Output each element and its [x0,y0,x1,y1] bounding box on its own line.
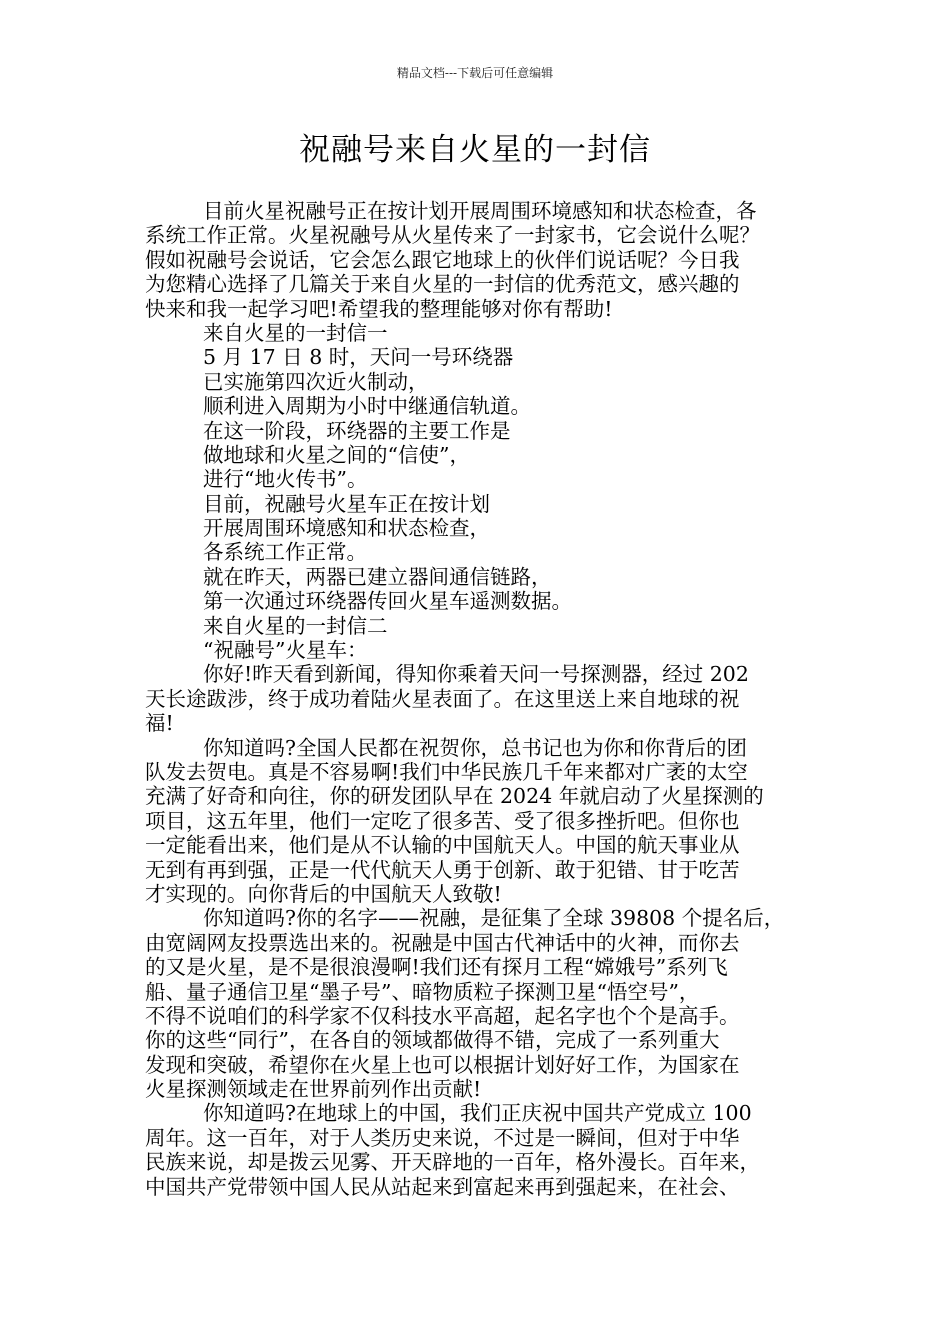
text-line: 周年。这一百年，对于人类历史来说，不过是一瞬间，但对于中华 [145,1125,740,1150]
text-line: 顺利进入周期为小时中继通信轨道。 [203,394,531,419]
text-line: 做地球和火星之间的“信使”， [203,442,470,467]
text-line: 来自火星的一封信一 [203,320,388,345]
text-line: 你的这些“同行”，在各自的领域都做得不错，完成了一系列重大 [145,1028,720,1053]
text-line: 由宽阔网友投票选出来的。祝融是中国古代神话中的火神，而你去 [145,930,740,955]
text-line: 你知道吗?全国人民都在祝贺你，总书记也为你和你背后的团 [203,735,747,760]
text-line: 就在昨天，两器已建立器间通信链路， [203,564,552,589]
text-line: 已实施第四次近火制动， [203,369,429,394]
text-line: 你知道吗?在地球上的中国，我们正庆祝中国共产党成立 100 [203,1101,752,1126]
text-line: 为您精心选择了几篇关于来自火星的一封信的优秀范文，感兴趣的 [145,272,740,297]
text-line: 系统工作正常。火星祝融号从火星传来了一封家书，它会说什么呢？ [145,223,760,248]
text-line: 你知道吗?你的名字——祝融，是征集了全球 39808 个提名后， [203,906,785,931]
text-line: 5 月 17 日 8 时，天问一号环绕器 [203,345,514,370]
text-line: 发现和突破，希望你在火星上也可以根据计划好好工作，为国家在 [145,1052,740,1077]
text-line: 充满了好奇和向往，你的研发团队早在 2024 年就启动了火星探测的 [145,784,764,809]
text-line: 不得不说咱们的科学家不仅科技水平高超，起名字也个个是高手。 [145,1003,740,1028]
text-line: 队发去贺电。真是不容易啊!我们中华民族几千年来都对广袤的太空 [145,759,748,784]
text-line: 火星探测领域走在世界前列作出贡献! [145,1077,482,1102]
text-line: 项目，这五年里，他们一定吃了很多苦、受了很多挫折吧。但你也 [145,808,740,833]
document-title: 祝融号来自火星的一封信 [299,132,651,168]
text-line: 才实现的。向你背后的中国航天人致敬! [145,881,502,906]
text-line: 你好!昨天看到新闻，得知你乘着天问一号探测器，经过 202 [203,662,749,687]
text-line: 无到有再到强，正是一代代航天人勇于创新、敢于犯错、甘于吃苦 [145,857,740,882]
text-line: 中国共产党带领中国人民从站起来到富起来再到强起来，在社会、 [145,1174,740,1199]
text-line: 目前火星祝融号正在按计划开展周围环境感知和状态检查，各 [203,199,757,223]
text-line: 在这一阶段，环绕器的主要工作是 [203,418,511,443]
text-line: 民族来说，却是拨云见雾、开天辟地的一百年，格外漫长。百年来， [145,1150,760,1175]
text-line: 天长途跋涉，终于成功着陆火星表面了。在这里送上来自地球的祝 [145,686,740,711]
text-line: 的又是火星，是不是很浪漫啊!我们还有探月工程“嫦娥号”系列飞 [145,955,728,980]
text-line: 各系统工作正常。 [203,540,367,565]
text-line: 开展周围环境感知和状态检查， [203,516,490,541]
text-line: 快来和我一起学习吧!希望我的整理能够对你有帮助! [145,296,613,321]
text-line: 假如祝融号会说话，它会怎么跟它地球上的伙伴们说话呢？今日我 [145,247,740,272]
text-line: 进行“地火传书”。 [203,467,368,492]
text-line: 来自火星的一封信二 [203,613,388,638]
text-line: 第一次通过环绕器传回火星车遥测数据。 [203,589,572,614]
text-line: 福! [145,711,174,736]
header-note: 精品文档---下载后可任意编辑 [396,66,554,80]
text-line: 目前，祝融号火星车正在按计划 [203,491,490,516]
text-line: 船、量子通信卫星“墨子号”、暗物质粒子探测卫星“悟空号”， [145,979,700,1004]
text-line: “祝融号”火星车： [203,638,368,663]
document-body [145,199,830,1199]
text-line: 一定能看出来，他们是从不认输的中国航天人。中国的航天事业从 [145,833,740,858]
